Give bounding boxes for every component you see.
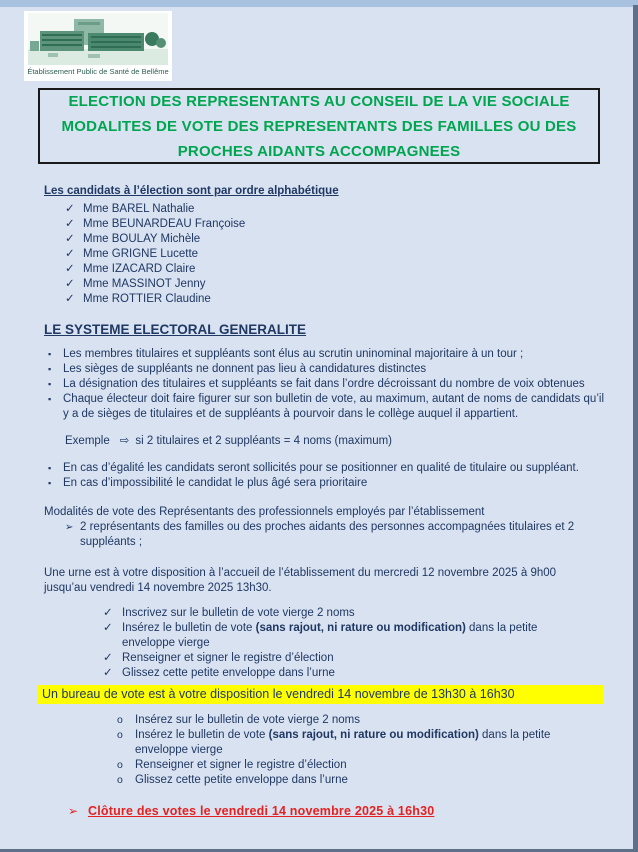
rule-text: La désignation des titulaires et suppléants se fait dans l’ordre décroissant du nombre de voix obtenues xyxy=(63,378,585,390)
title-box xyxy=(38,88,600,164)
window-top-band xyxy=(0,0,638,7)
check-icon: ✓ xyxy=(103,652,113,664)
building-photo-icon xyxy=(28,13,168,65)
candidates-heading: Les candidats à l’élection sont par ordre alphabétique xyxy=(44,185,339,197)
list-item xyxy=(117,728,604,758)
rules-bullet-list xyxy=(44,347,604,422)
example-label: Exemple xyxy=(65,435,110,447)
tiebreak-bullet-list xyxy=(44,461,604,491)
closing-notice xyxy=(44,804,604,819)
modalites-intro: Modalités de vote des Représentants des professionnels employés par l’établissement xyxy=(44,506,485,518)
square-bullet-icon: ▪ xyxy=(48,379,52,389)
check-icon: ✓ xyxy=(103,622,113,634)
document-body xyxy=(0,166,638,819)
list-item xyxy=(44,520,604,550)
step-text: Insérez sur le bulletin de vote vierge 2 noms xyxy=(135,714,361,726)
check-icon: ✓ xyxy=(65,218,75,230)
example-line xyxy=(44,434,604,449)
circle-bullet-icon: o xyxy=(117,759,123,771)
candidate-name: Mme BOULAY Michèle xyxy=(83,233,201,245)
list-item xyxy=(117,713,604,728)
list-item xyxy=(44,292,604,307)
modalites-paragraph xyxy=(44,505,604,550)
list-item xyxy=(44,217,604,232)
arrow-bullet-icon: ➢ xyxy=(65,522,74,533)
list-item xyxy=(103,606,604,621)
list-item xyxy=(44,392,604,422)
candidate-name: Mme BAREL Nathalie xyxy=(83,203,195,215)
step-text: Inscrivez sur le bulletin de vote vierge 2 noms xyxy=(122,607,355,619)
title-line-1: ELECTION DES REPRESENTANTS AU CONSEIL DE LA VIE SOCIALE xyxy=(68,92,570,110)
arrow-bullet-icon: ➢ xyxy=(68,804,79,818)
candidate-name: Mme ROTTIER Claudine xyxy=(83,293,211,305)
rightwards-arrow-icon: ⇨ xyxy=(119,435,130,447)
square-bullet-icon: ▪ xyxy=(48,349,52,359)
logo-caption: Établissement Public de Santé de Bellême xyxy=(27,67,169,76)
step-text: Renseigner et signer le registre d’élection xyxy=(122,652,334,664)
check-icon: ✓ xyxy=(103,667,113,679)
list-item xyxy=(44,362,604,377)
title-line-2: MODALITES DE VOTE DES REPRESENTANTS DES FAMILLES OU DES xyxy=(61,117,577,135)
list-item xyxy=(44,262,604,277)
check-icon: ✓ xyxy=(65,248,75,260)
step-text: Insérez le bulletin de vote (sans rajout, ni rature ou modification) dans la petite enveloppe vierge xyxy=(122,622,538,649)
list-item xyxy=(44,277,604,292)
urne-paragraph: Une urne est à votre disposition à l’accueil de l’établissement du mercredi 12 novembre 2025 à 9h00 jusqu’au vendredi 14 novembre 2025 13h30. xyxy=(44,567,557,594)
list-item xyxy=(103,621,604,651)
check-icon: ✓ xyxy=(65,203,75,215)
list-item xyxy=(44,461,604,476)
check-icon: ✓ xyxy=(103,607,113,619)
section-heading: LE SYSTEME ELECTORAL GENERALITE xyxy=(44,322,307,337)
list-item xyxy=(44,202,604,217)
circle-bullet-icon: o xyxy=(117,714,123,726)
candidate-name: Mme IZACARD Claire xyxy=(83,263,196,275)
square-bullet-icon: ▪ xyxy=(48,364,52,374)
step-text: Insérez le bulletin de vote (sans rajout, ni rature ou modification) dans la petite enveloppe vierge xyxy=(135,729,551,756)
candidate-name: Mme GRIGNE Lucette xyxy=(83,248,199,260)
closing-text: Clôture des votes le vendredi 14 novembre 2025 à 16h30 xyxy=(88,804,435,818)
o-steps-list xyxy=(44,713,604,788)
candidate-name: Mme BEUNARDEAU Françoise xyxy=(83,218,246,230)
step-text: Renseigner et signer le registre d’élection xyxy=(135,759,347,771)
candidates-list xyxy=(44,202,604,307)
list-item xyxy=(44,232,604,247)
modalites-item: 2 représentants des familles ou des proches aidants des personnes accompagnées titulaires et 2 suppléants ; xyxy=(80,521,575,548)
check-icon: ✓ xyxy=(65,278,75,290)
rule-text: Chaque électeur doit faire figurer sur son bulletin de vote, au maximum, autant de noms de candidats qu’il y a de sièges de titulaires et de suppléants à pourvoir dans le collège auquel il appartient. xyxy=(63,393,604,420)
highlighted-notice: Un bureau de vote est à votre disposition le vendredi 14 novembre de 13h30 à 16h30 xyxy=(38,685,604,704)
check-icon: ✓ xyxy=(65,233,75,245)
rule-text: Les sièges de suppléants ne donnent pas lieu à candidatures distinctes xyxy=(63,363,427,375)
list-item xyxy=(117,773,604,788)
square-bullet-icon: ▪ xyxy=(48,478,52,488)
circle-bullet-icon: o xyxy=(117,774,123,786)
establishment-logo xyxy=(24,11,172,81)
square-bullet-icon: ▪ xyxy=(48,463,52,473)
rule-text: En cas d’égalité les candidats seront sollicités pour se positionner en qualité de titulaire ou suppléant. xyxy=(63,462,579,474)
rule-text: Les membres titulaires et suppléants sont élus au scrutin uninominal majoritaire à un tour ; xyxy=(63,348,524,360)
title-line-3: PROCHES AIDANTS ACCOMPAGNEES xyxy=(177,142,461,160)
list-item xyxy=(44,377,604,392)
list-item xyxy=(44,247,604,262)
step-text: Glissez cette petite enveloppe dans l’urne xyxy=(135,774,348,786)
candidate-name: Mme MASSINOT Jenny xyxy=(83,278,206,290)
list-item xyxy=(117,758,604,773)
step-text: Glissez cette petite enveloppe dans l’urne xyxy=(122,667,335,679)
check-steps-list xyxy=(44,606,604,681)
check-icon: ✓ xyxy=(65,263,75,275)
list-item xyxy=(103,666,604,681)
list-item xyxy=(103,651,604,666)
circle-bullet-icon: o xyxy=(117,729,123,741)
check-icon: ✓ xyxy=(65,293,75,305)
list-item xyxy=(44,476,604,491)
rule-text: En cas d’impossibilité le candidat le plus âgé sera prioritaire xyxy=(63,477,368,489)
square-bullet-icon: ▪ xyxy=(48,394,52,404)
list-item xyxy=(44,347,604,362)
example-text: si 2 titulaires et 2 suppléants = 4 noms (maximum) xyxy=(135,435,393,447)
